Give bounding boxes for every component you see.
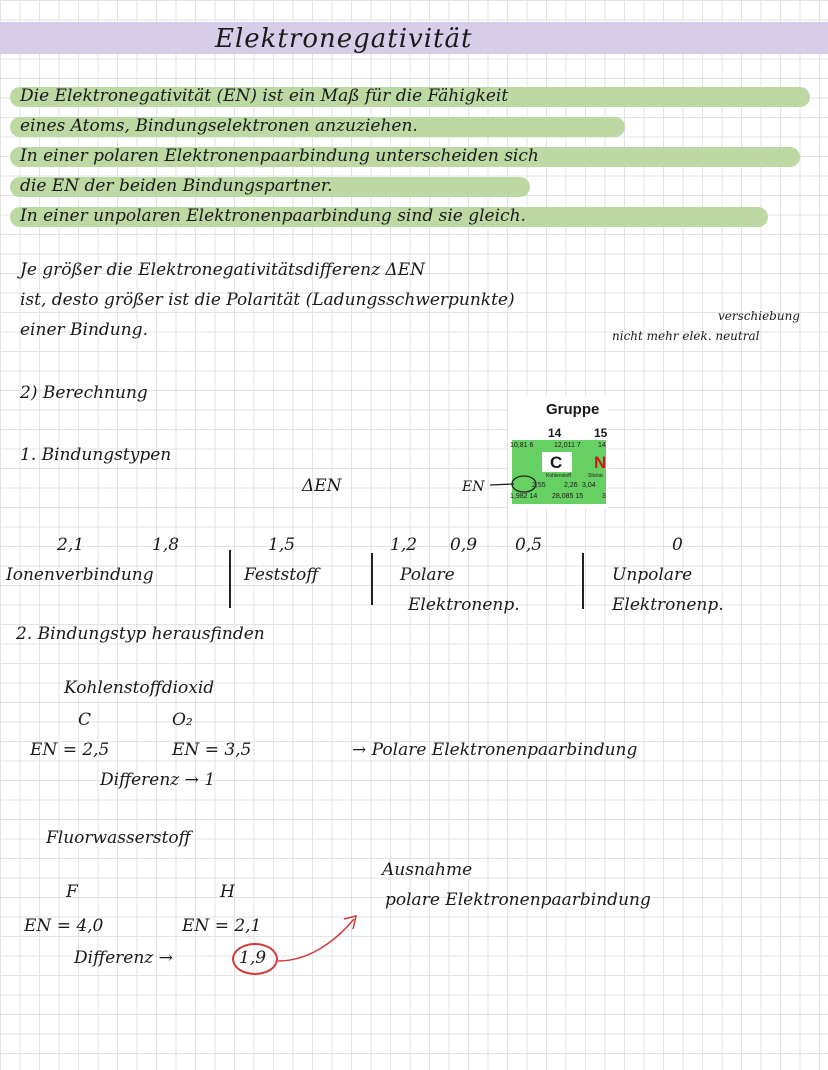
en-value: 0,5 xyxy=(515,535,543,555)
divider xyxy=(371,553,373,605)
divider xyxy=(582,553,584,609)
ex2-en1: EN = 4,0 xyxy=(24,916,104,936)
ex1-diff: Differenz → 1 xyxy=(100,770,216,790)
intro-line-3: In einer polaren Elektronenpaarbindung unterscheiden sich xyxy=(20,146,539,166)
para2-line-1: Je größer die Elektronegativitätsdifferenz ΔEN xyxy=(20,260,425,280)
ex2-name: Fluorwasserstoff xyxy=(46,828,191,848)
red-arrow xyxy=(270,905,370,975)
type-solid: Feststoff xyxy=(244,565,319,585)
c-mass: 12,011 7 xyxy=(554,442,581,449)
en-arrow xyxy=(488,472,538,494)
table-header: Gruppe xyxy=(546,401,600,418)
en-value: 1,8 xyxy=(152,535,180,555)
ex2-note-1: Ausnahme xyxy=(382,860,473,880)
row2-c: 3 xyxy=(602,493,606,500)
intro-line-2: eines Atoms, Bindungselektronen anzuziehen. xyxy=(20,116,418,136)
ex1-en2: EN = 3,5 xyxy=(172,740,252,760)
en-value: 1,2 xyxy=(390,535,418,555)
ex2-diff-label: Differenz → xyxy=(74,948,173,968)
n-en-left: 2,26 xyxy=(564,482,578,489)
intro-line-1: Die Elektronegativität (EN) ist ein Maß für die Fähigkeit xyxy=(20,86,509,106)
en-value: 1,5 xyxy=(268,535,296,555)
divider xyxy=(229,550,231,608)
row1-left: 10,81 6 xyxy=(510,442,534,449)
ex2-el2: H xyxy=(220,882,235,902)
ex1-name: Kohlenstoffdioxid xyxy=(64,678,215,698)
ex2-en2: EN = 2,1 xyxy=(182,916,262,936)
ex1-en1: EN = 2,5 xyxy=(30,740,110,760)
en-value: 0 xyxy=(672,535,683,555)
c-name: Kohlenstoff xyxy=(546,473,571,479)
n-name: Stickst xyxy=(588,473,603,479)
ex2-el1: F xyxy=(66,882,78,902)
ex2-diff-value: 1,9 xyxy=(239,948,267,968)
page-title: Elektronegativität xyxy=(215,24,473,54)
c-symbol: C xyxy=(550,453,563,472)
col-14: 14 xyxy=(548,426,562,440)
para2-line-2: ist, desto größer ist die Polarität (Ladungsschwerpunkte) xyxy=(20,290,515,310)
delta-en-label: ΔEN xyxy=(302,476,342,496)
type-polar-1: Polare xyxy=(400,565,455,585)
type-nonpolar-2: Elektronenp. xyxy=(612,595,724,615)
en-value: 2,1 xyxy=(57,535,85,555)
section-heading: 2) Berechnung xyxy=(20,383,148,403)
intro-line-5: In einer unpolaren Elektronenpaarbindung sind sie gleich. xyxy=(20,206,526,226)
row2-b: 28,085 15 xyxy=(552,493,584,500)
para2-note-1: verschiebung xyxy=(718,309,800,323)
type-nonpolar-1: Unpolare xyxy=(612,565,693,585)
ex1-el1: C xyxy=(78,710,92,730)
ex2-note-2: polare Elektronenpaarbindung xyxy=(385,890,651,910)
type-ionic: Ionenverbindung xyxy=(6,565,154,585)
n-en: 3,04 xyxy=(582,482,596,489)
n-mass: 14 xyxy=(598,442,606,449)
type-polar-2: Elektronenp. xyxy=(408,595,520,615)
intro-line-4: die EN der beiden Bindungspartner. xyxy=(20,176,333,196)
para2-note-2: nicht mehr elek. neutral xyxy=(612,329,760,343)
row2-a: 1,982 14 xyxy=(510,493,538,500)
c-en: 2,55 xyxy=(532,482,546,489)
bond-types-heading: 1. Bindungstypen xyxy=(20,445,172,465)
en-label: EN xyxy=(462,479,485,495)
ex1-result: → Polare Elektronenpaarbindung xyxy=(352,740,638,760)
ex1-el2: O₂ xyxy=(172,710,193,730)
en-value: 0,9 xyxy=(450,535,478,555)
col-15: 15 xyxy=(594,426,608,440)
para2-line-3: einer Bindung. xyxy=(20,320,148,340)
n-symbol: N xyxy=(594,453,607,472)
find-bond-heading: 2. Bindungstyp herausfinden xyxy=(16,624,265,644)
